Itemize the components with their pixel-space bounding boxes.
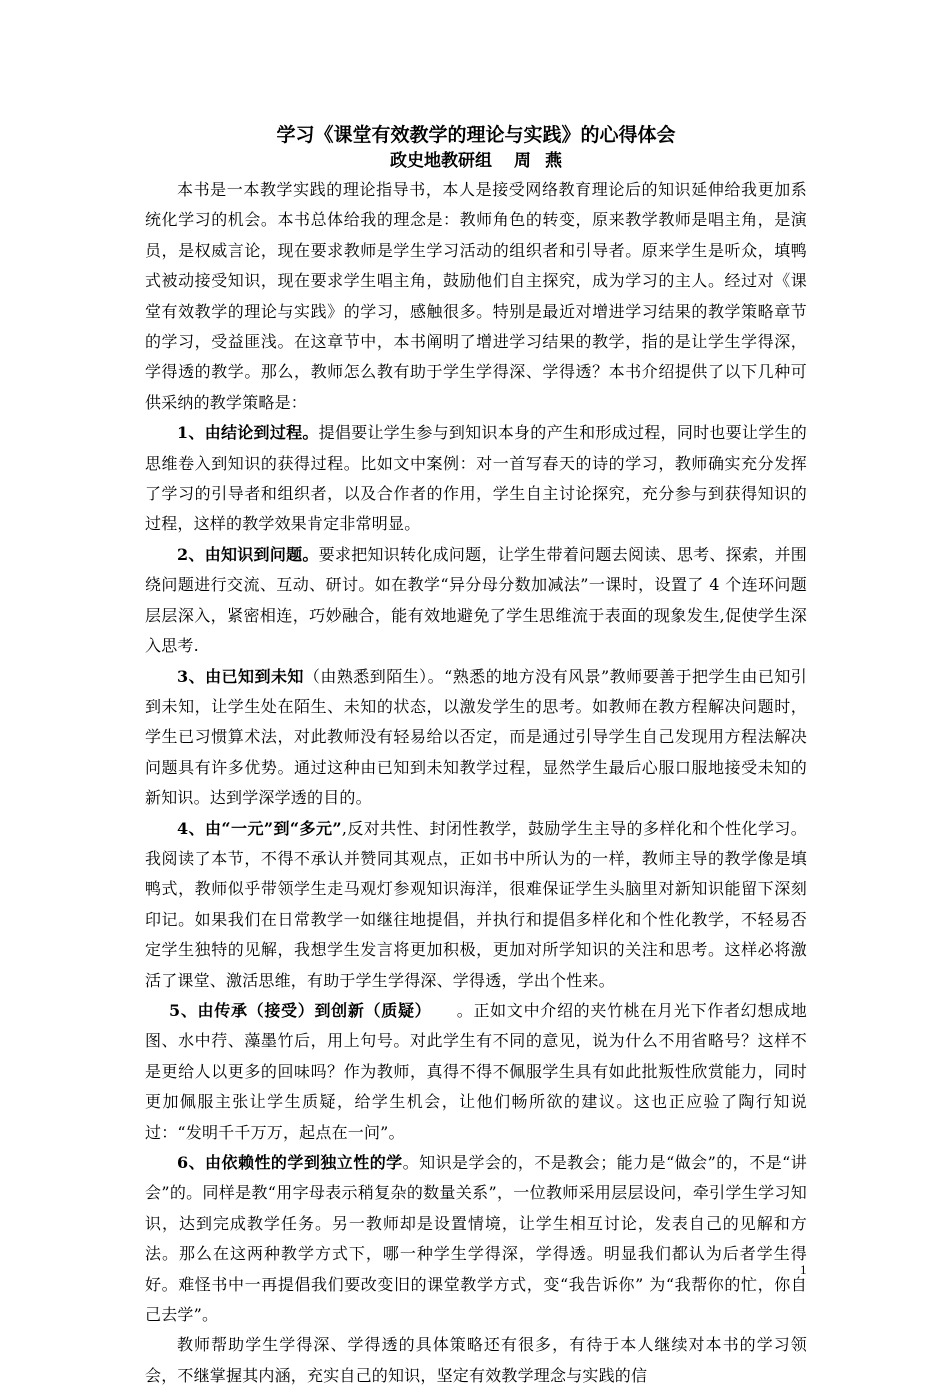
author-given-name: 燕	[545, 151, 562, 171]
strategy-body-4: ,反对共性、封闭性教学，鼓励学生主导的多样化和个性化学习。我阅读了本节，不得不承认并赞同其观点，正如书中所认为的一样，教师主导的教学像是填鸭式，教师似乎带领学生走马观灯参观知识海洋，很难保证学生头脑里对新知识能留下深刻印记。如果我们在日常教学一如继往地提倡，并执行和提倡多样化和个性化教学，不轻易否定学生独特的见解，我想学生发言将更加积极，更加对所学知识的关注和思考。这样必将激活了课堂、激活思维，有助于学生学得深、学得透，学出个性来。	[145, 818, 807, 990]
strategy-body-5: 。正如文中介绍的夹竹桃在月光下作者幻想成地图、水中荇、藻墨竹后，用上句号。对此学生有不同的意见，说为什么不用省略号？这样不是更给人以更多的回味吗？作为教师，真得不得不佩服学生具有如此批叛性欣赏能力，同时更加佩服主张让学生质疑，给学生机会，让他们畅所欲的建议。这也正应验了陶行知说过：“发明千千万万，起点在一问”。	[145, 1000, 807, 1142]
strategy-paragraph-4	[145, 814, 807, 996]
strategy-body-6: 。知识是学会的，不是教会；能力是“做会”的，不是“讲会”的。同样是教“用字母表示稍复杂的数量关系”，一位教师采用层层设问，牵引学生学习知识，达到完成教学任务。另一教师却是设置情境，让学生相互讨论，发表自己的见解和方法。那么在这两种教学方式下，哪一种学生学得深，学得透。明显我们都认为后者学生得好。难怪书中一再提倡我们要改变旧的课堂教学方式，变“我告诉你” 为“我帮你的忙，你自己去学”。	[145, 1153, 807, 1325]
strategy-heading-6: 6、由依赖性的学到独立性的学	[177, 1153, 403, 1172]
strategy-paragraph-5	[145, 996, 807, 1148]
strategy-heading-1: 1、由结论到过程。	[177, 423, 319, 443]
strategy-paragraph-3	[145, 662, 807, 814]
strategy-body-3: （由熟悉到陌生）。“熟悉的地方没有风景”教师要善于把学生由已知引到未知，让学生处在陌生、未知的状态，以激发学生的思考。如教师在教方程解决问题时，学生已习惯算术法，对此教师没有轻易给以否定，而是通过引导学生自己发现用方程法解决问题具有许多优势。通过这种由已知到未知教学过程，显然学生最后心服口服地接受未知的新知识。达到学深学透的目的。	[145, 666, 807, 808]
intro-paragraph: 本书是一本教学实践的理论指导书，本人是接受网络教育理论后的知识延伸给我更加系统化学习的机会。本书总体给我的理念是：教师角色的转变，原来教学教师是唱主角，是演员，是权威言论，现在要求教师是学生学习活动的组织者和引导者。原来学生是听众，填鸭式被动接受知识，现在要求学生唱主角，鼓励他们自主探究，成为学习的主人。经过对《课堂有效教学的理论与实践》的学习，感触很多。特别是最近对增进学习结果的教学策略章节的学习，受益匪浅。在这章节中，本书阐明了增进学习结果的教学，指的是让学生学得深，学得透的教学。那么，教师怎么教有助于学生学得深、学得透？本书介绍提供了以下几种可供采纳的教学策略是：	[145, 180, 807, 412]
closing-paragraph: 教师帮助学生学得深、学得透的具体策略还有很多，有待于本人继续对本书的学习领会，不继掌握其内涵，充实自己的知识，坚定有效教学理念与实践的信	[145, 1335, 807, 1385]
document-title: 学习《课堂有效教学的理论与实践》的心得体会	[276, 124, 676, 146]
strategy-paragraph-6	[145, 1148, 807, 1330]
strategy-heading-5: 5、由传承（接受）到创新（质疑）	[169, 1000, 424, 1020]
page-number: 1	[800, 1262, 807, 1277]
strategy-body-2: 要求把知识转化成问题，让学生带着问题去阅读、思考、探索，并围绕问题进行交流、互动、研讨。如在教学“异分母分数加减法”一课时，设置了 4 个连环问题层层深入，紧密相连，巧妙融合，能有效地避免了学生思维流于表面的现象发生,促使学生深入思考.	[145, 544, 807, 656]
strategy-heading-3: 3、由已知到未知	[177, 666, 304, 686]
strategy-paragraph-2	[145, 540, 807, 662]
strategy-paragraph-1	[145, 418, 807, 540]
document-body	[145, 122, 807, 1391]
author-surname: 周	[514, 151, 531, 171]
strategy-heading-4: 4、由“一元”到“多元”	[177, 818, 342, 838]
author-line	[145, 149, 807, 173]
strategy-heading-2: 2、由知识到问题。	[177, 544, 319, 564]
strategy-body-1: 提倡要让学生参与到知识本身的产生和形成过程，同时也要让学生的思维卷入到知识的获得过程。比如文中案例：对一首写春天的诗的学习，教师确实充分发挥了学习的引导者和组织者，以及合作者的作用，学生自主讨论探究，充分参与到获得知识的过程，这样的教学效果肯定非常明显。	[145, 423, 807, 534]
author-group: 政史地教研组	[390, 151, 492, 171]
